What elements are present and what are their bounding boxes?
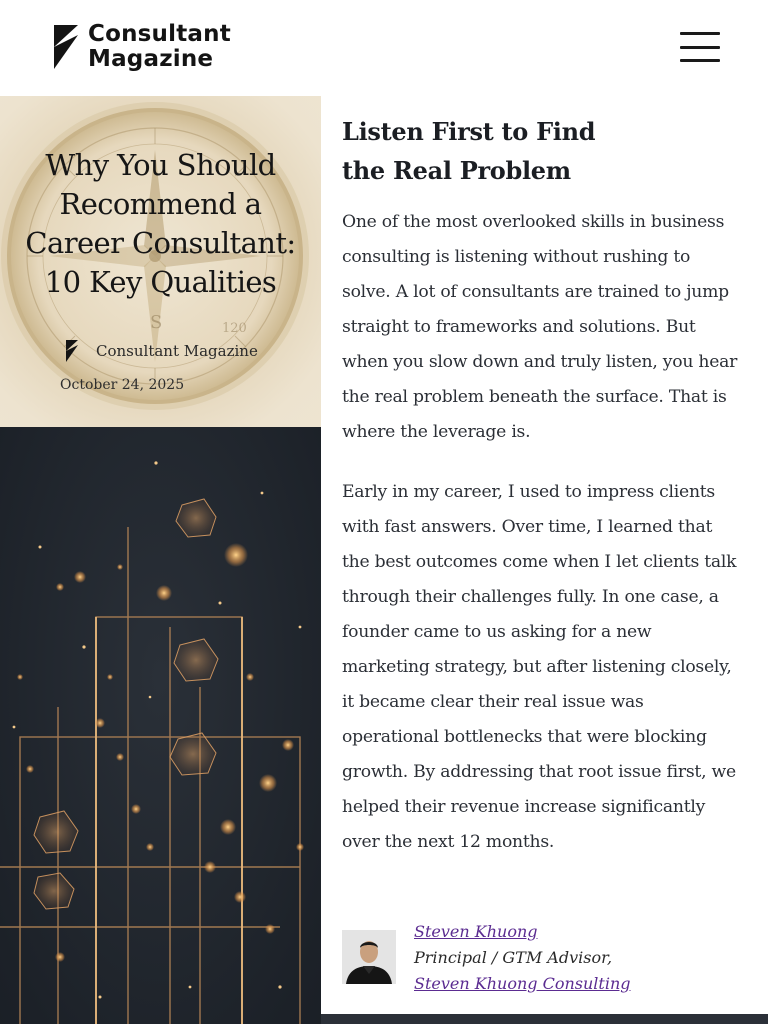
paragraph-line: One of the most overlooked skills in business	[342, 212, 725, 232]
paragraph-line: solve. A lot of consultants are trained to jump	[342, 282, 729, 302]
title-line: 10 Key Qualities	[44, 265, 277, 299]
section-heading	[342, 112, 752, 190]
paragraph-line: where the leverage is.	[342, 422, 531, 442]
logo-line-1: Consultant	[88, 21, 231, 47]
hamburger-menu-icon[interactable]	[680, 32, 722, 62]
paragraph-line: the real problem beneath the surface. That is	[342, 387, 727, 407]
logo-line-2: Magazine	[88, 46, 214, 72]
compass-letter: S	[150, 312, 163, 333]
paragraph-line: consulting is listening without rushing to	[342, 247, 691, 267]
paragraph-line: through their challenges fully. In one case, a	[342, 587, 719, 607]
paragraph-line: founder came to us asking for a new	[342, 622, 652, 642]
paragraph-line: over the next 12 months.	[342, 832, 555, 852]
article-paragraph	[342, 475, 752, 860]
footer-strip	[321, 1014, 768, 1024]
paragraph-line: marketing strategy, but after listening closely,	[342, 657, 732, 677]
author-name-link[interactable]: Steven Khuong	[414, 922, 538, 941]
compass-number: 120	[222, 321, 247, 336]
site-header	[0, 0, 768, 96]
featured-sidebar	[0, 96, 321, 1024]
paragraph-line: helped their revenue increase significantly	[342, 797, 706, 817]
heading-line: Listen First to Find	[342, 117, 596, 146]
author-company-link[interactable]: Steven Khuong Consulting	[414, 974, 631, 993]
paragraph-line: when you slow down and truly listen, you hear	[342, 352, 738, 372]
decorative-image	[0, 427, 321, 1024]
title-line: Recommend a	[59, 187, 262, 221]
paragraph-line: the best outcomes come when I let clients talk	[342, 552, 737, 572]
paragraph-line: it became clear their real issue was	[342, 692, 644, 712]
logo-wordmark	[88, 22, 231, 72]
paragraph-line: growth. By addressing that root issue first, we	[342, 762, 736, 782]
logo-mark-icon	[54, 25, 78, 69]
title-line: Why You Should	[45, 148, 276, 182]
bokeh-grid-illustration	[0, 427, 321, 1024]
author-card	[342, 918, 752, 998]
heading-line: the Real Problem	[342, 156, 571, 185]
paragraph-line: Early in my career, I used to impress clients	[342, 482, 715, 502]
featured-article-card[interactable]	[0, 96, 321, 427]
byline-publisher: Consultant Magazine	[96, 342, 258, 360]
paragraph-line: straight to frameworks and solutions. But	[342, 317, 696, 337]
menu-bar	[680, 46, 720, 49]
site-logo[interactable]	[54, 22, 231, 72]
featured-article-title[interactable]	[8, 146, 313, 302]
featured-date: October 24, 2025	[60, 377, 185, 393]
paragraph-line: with fast answers. Over time, I learned that	[342, 517, 713, 537]
menu-bar	[680, 59, 720, 62]
byline-logo-icon	[66, 340, 78, 362]
author-avatar[interactable]	[342, 930, 396, 984]
article-paragraph	[342, 205, 752, 450]
title-line: Career Consultant:	[25, 226, 296, 260]
author-role: Principal / GTM Advisor,	[414, 948, 613, 967]
featured-byline	[66, 340, 258, 362]
menu-bar	[680, 32, 720, 35]
avatar-photo	[342, 930, 396, 984]
paragraph-line: operational bottlenecks that were blocking	[342, 727, 707, 747]
